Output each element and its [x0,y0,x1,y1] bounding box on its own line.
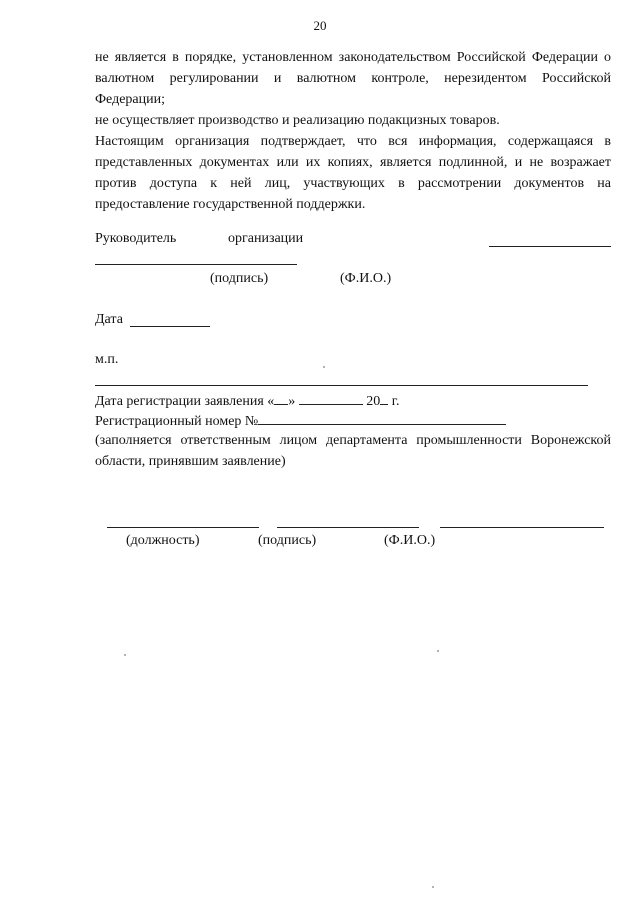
date-label: Дата [95,312,123,327]
head-label: Руководитель [95,231,177,246]
head-name-caption: (Ф.И.О.) [340,271,392,286]
registration-year-prefix: 20 [366,394,381,409]
scan-speck [437,650,439,652]
page-number: 20 [313,18,327,33]
registration-number-blank [258,412,506,425]
scan-speck [124,654,126,656]
date-line [130,326,210,327]
head-signature-line [95,264,297,265]
registration-note: (заполняется ответственным лицом департамента промышленности Воронежской области, принявшим заявление) [95,433,611,469]
head-position-line [489,246,611,247]
official-name-line [440,527,604,528]
official-name-caption: (Ф.И.О.) [384,533,436,548]
paragraph-nonresident: не является в порядке, установленном законодательством Российской Федерации о валютном регулировании и валютном контроле, нерезидентом Российской Федерации; [95,50,611,107]
paragraph-excise: не осуществляет производство и реализацию подакцизных товаров. [95,113,500,128]
official-signature-caption: (подпись) [258,533,317,548]
organization-label: организации [228,231,304,246]
head-signature-caption: (подпись) [210,271,269,286]
registration-month-blank [299,392,363,405]
registration-date [95,392,399,411]
scan-speck [323,366,325,368]
stamp-label: м.п. [95,352,119,367]
registration-year-suffix: г. [391,394,400,409]
registration-day-close: » [288,394,296,409]
registration-date-label: Дата регистрации заявления « [95,394,275,409]
official-position-line [107,527,259,528]
registration-number [95,412,506,431]
registration-number-label: Регистрационный номер № [95,414,259,429]
official-signature-line [277,527,419,528]
separator-line [95,385,588,386]
scan-speck [432,886,434,888]
registration-day-blank [274,392,288,405]
registration-year-blank [380,392,388,405]
paragraph-confirmation: Настоящим организация подтверждает, что вся информация, содержащаяся в представленных документах или их копиях, является подлинной, и не возражает против доступа к ней лиц, участвующих в рассмотрении документов на предоставление государственной поддержки. [95,134,611,212]
official-position-caption: (должность) [126,533,200,548]
